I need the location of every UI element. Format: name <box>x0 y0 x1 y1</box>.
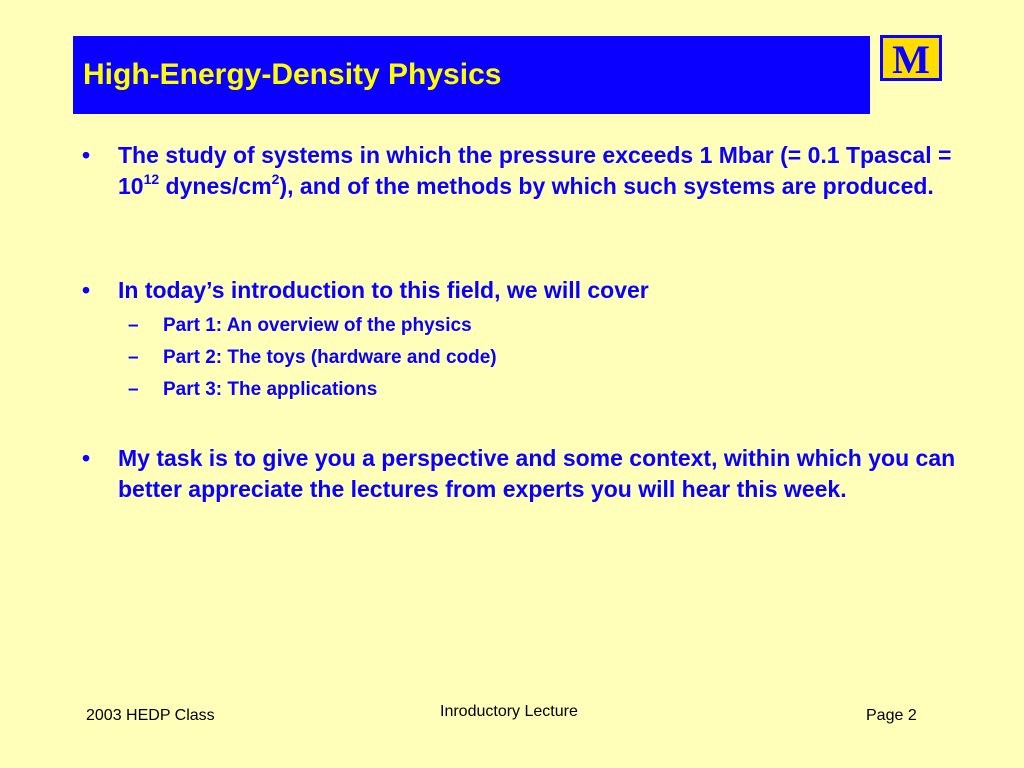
university-m-logo-icon <box>880 35 942 81</box>
sub-bullet-item <box>128 310 828 342</box>
dash-mark: – <box>128 379 139 400</box>
sub-bullet-item <box>128 342 828 374</box>
dash-mark: – <box>128 315 139 336</box>
dash-mark: – <box>128 347 139 368</box>
sub-bullet-text: Part 1: An overview of the physics <box>163 315 472 336</box>
bullet-item-2 <box>82 275 978 306</box>
bullet-mark: • <box>82 277 91 303</box>
bullet-mark: • <box>82 142 91 168</box>
bullet-text: The study of systems in which the pressure exceeds 1 Mbar (= 0.1 Tpascal = $10^{12}$ dynes/$cm^2$), and of the methods by which such systems are produced. <box>118 142 952 199</box>
sub-bullet-text: Part 2: The toys (hardware and code) <box>163 347 497 368</box>
bullet-text: My task is to give you a perspective and some context, within which you can better appreciate the lectures from experts you will hear this week. <box>118 445 956 502</box>
footer-page-number: Page 2 <box>866 707 917 724</box>
footer-class-label: 2003 HEDP Class <box>86 707 215 724</box>
footer-lecture-label: Inroductory Lecture <box>440 703 578 720</box>
bullet-item-3 <box>82 443 978 505</box>
bullet-text: In today’s introduction to this field, we will cover <box>118 277 649 303</box>
logo-letter: M <box>892 37 930 81</box>
slide-title: High-Energy-Density Physics <box>83 58 502 91</box>
sub-bullet-item <box>128 374 828 406</box>
sub-bullet-list <box>128 310 828 406</box>
title-bar <box>73 36 870 114</box>
sub-bullet-text: Part 3: The applications <box>163 379 378 400</box>
bullet-item-1 <box>82 140 978 202</box>
bullet-mark: • <box>82 445 91 471</box>
